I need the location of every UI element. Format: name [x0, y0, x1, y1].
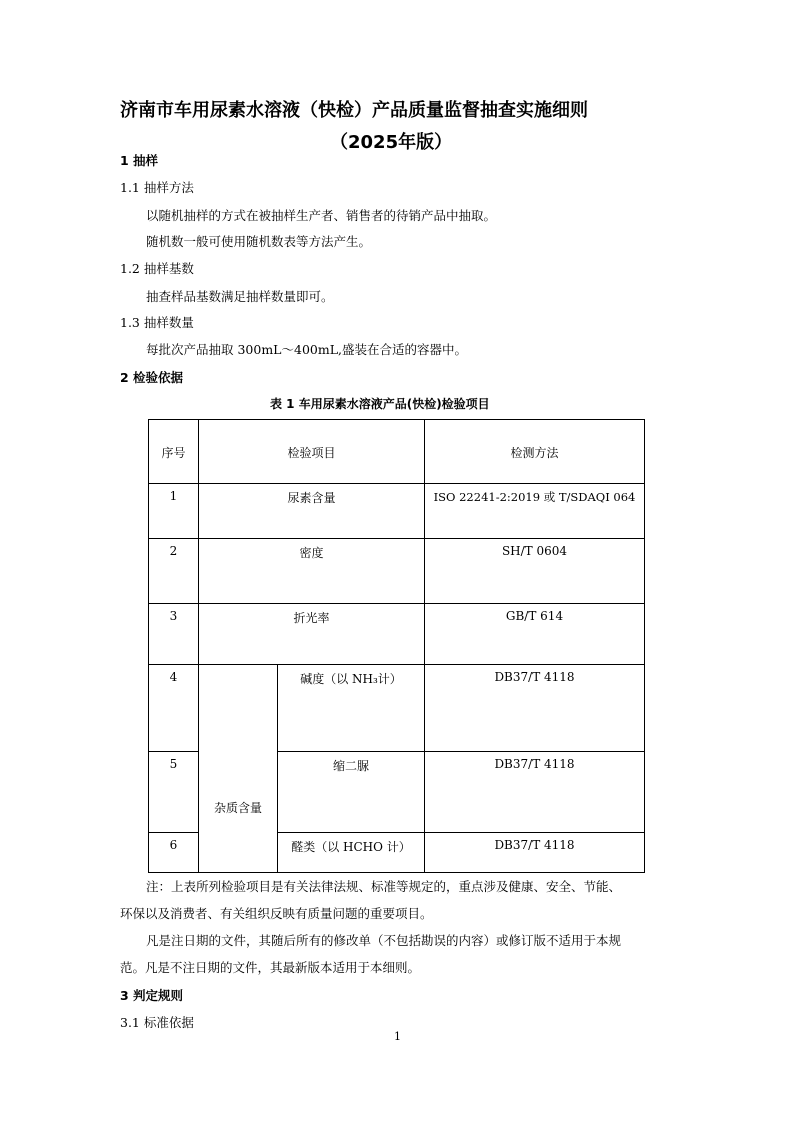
row-number: 3	[169, 609, 178, 623]
table-cell	[148, 603, 199, 665]
header-cell: 检测方法	[510, 446, 559, 460]
table-cell	[277, 832, 425, 873]
header-cell: 检验项目	[287, 446, 336, 460]
note: 凡是注日期的文件，其随后所有的修改单（不包括勘误的内容）或修订版不适用于本规	[146, 933, 622, 948]
table-cell	[148, 832, 199, 873]
section-3-1-heading: 3.1 标准依据	[120, 1015, 194, 1030]
group-cell	[198, 664, 278, 873]
section-1-1-heading: 1.1 抽样方法	[120, 180, 194, 195]
method: DB37/T 4118	[494, 757, 575, 771]
item-name: 碱度（以 NH₃计）	[300, 672, 402, 686]
item-name: 密度	[299, 546, 324, 560]
table-header	[198, 419, 425, 484]
method: SH/T 0604	[501, 544, 568, 558]
header-cell: 序号	[161, 446, 186, 460]
table-cell	[198, 603, 425, 665]
row-number: 1	[169, 489, 178, 503]
table-caption: 表 1 车用尿素水溶液产品(快检)检验项目	[270, 397, 490, 411]
page-number: 1	[394, 1030, 401, 1043]
method: DB37/T 4118	[494, 670, 575, 684]
document-title: 济南市车用尿素水溶液（快检）产品质量监督抽查实施细则	[120, 100, 588, 121]
table-cell	[424, 664, 645, 752]
method: ISO 22241-2:2019 或 T/SDAQI 064	[433, 490, 636, 504]
document-subtitle: （2025年版）	[330, 132, 453, 153]
table-cell	[148, 538, 199, 604]
table-cell	[424, 832, 645, 873]
paragraph: 每批次产品抽取 300mL～400mL,盛装在合适的容器中。	[146, 342, 467, 357]
row-number: 4	[169, 670, 178, 684]
table-cell	[148, 483, 199, 539]
section-2-heading: 2 检验依据	[120, 370, 184, 385]
paragraph: 以随机抽样的方式在被抽样生产者、销售者的待销产品中抽取。	[146, 208, 497, 223]
section-1-3-heading: 1.3 抽样数量	[120, 315, 194, 330]
group-label: 杂质含量	[213, 801, 262, 815]
table-cell	[424, 483, 645, 539]
table-header	[148, 419, 199, 484]
method: GB/T 614	[505, 609, 564, 623]
method: DB37/T 4118	[494, 838, 575, 852]
table-cell	[424, 751, 645, 833]
paragraph: 抽查样品基数满足抽样数量即可。	[146, 289, 334, 304]
table-cell	[424, 603, 645, 665]
row-number: 5	[169, 757, 178, 771]
item-name: 缩二脲	[332, 759, 369, 773]
section-1-2-heading: 1.2 抽样基数	[120, 261, 194, 276]
section-3-heading: 3 判定规则	[120, 988, 184, 1003]
table-cell	[198, 538, 425, 604]
row-number: 6	[169, 838, 178, 852]
section-1-heading: 1 抽样	[120, 153, 159, 168]
table-cell	[277, 751, 425, 833]
item-name: 折光率	[293, 611, 330, 625]
item-name: 醛类（以 HCHO 计）	[291, 840, 411, 854]
row-number: 2	[169, 544, 178, 558]
table-header	[424, 419, 645, 484]
note: 范。凡是不注日期的文件，其最新版本适用于本细则。	[120, 960, 421, 975]
table-cell	[198, 483, 425, 539]
table-cell	[148, 751, 199, 833]
paragraph: 随机数一般可使用随机数表等方法产生。	[146, 234, 372, 249]
table-cell	[424, 538, 645, 604]
table-cell	[277, 664, 425, 752]
note: 注：上表所列检验项目是有关法律法规、标准等规定的，重点涉及健康、安全、节能、	[146, 879, 622, 894]
note: 环保以及消费者、有关组织反映有质量问题的重要项目。	[120, 906, 433, 921]
table-cell	[148, 664, 199, 752]
item-name: 尿素含量	[287, 491, 336, 505]
